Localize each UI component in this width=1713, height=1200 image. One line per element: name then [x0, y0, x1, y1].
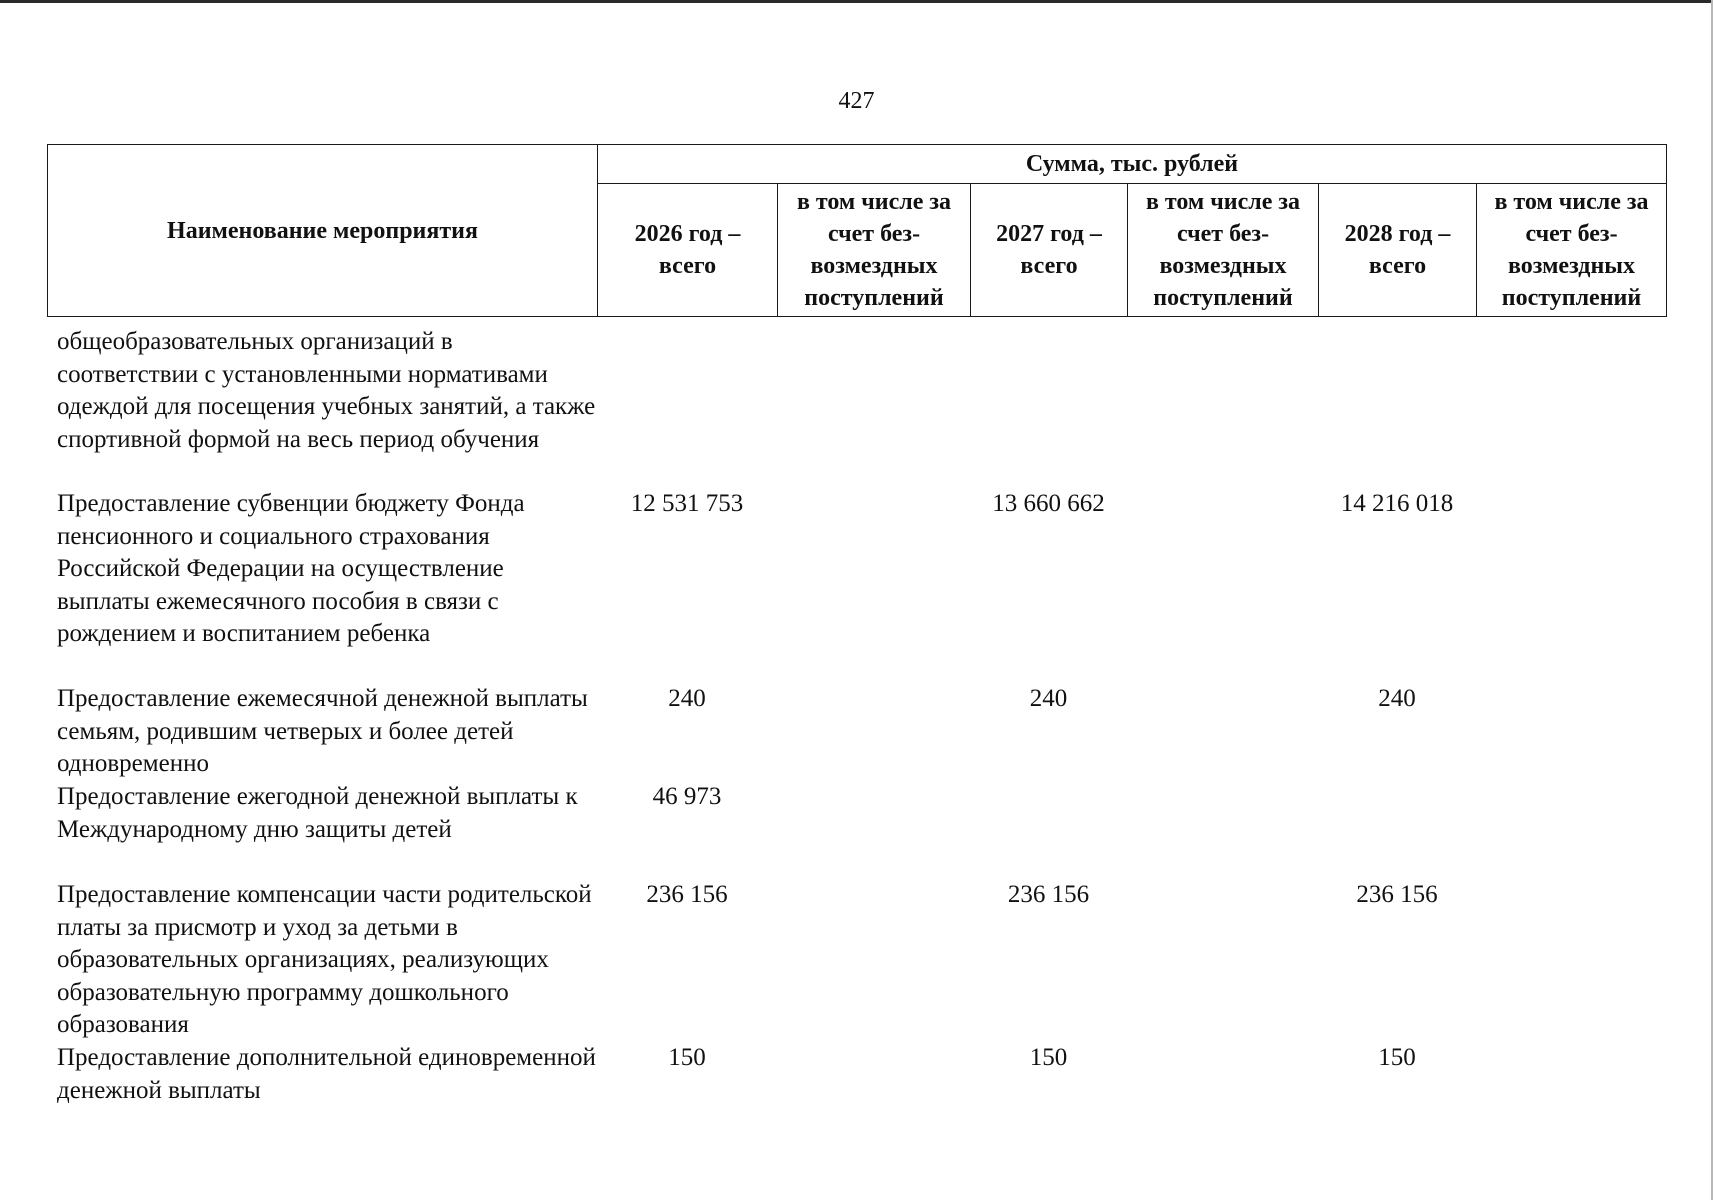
row-name: Предоставление компенсации части родительской платы за присмотр и уход за детьми в образовательных организациях, реализующих образовательную программу дошкольного образования: [57, 881, 592, 1038]
header-2026-total: 2026 год – всего: [598, 184, 778, 317]
table-body: [47, 326, 1666, 1108]
cell-2028-total: [1318, 781, 1476, 879]
cell-2027-free: [1127, 781, 1318, 879]
header-sum-group: Сумма, тыс. рублей: [598, 145, 1667, 184]
table-row: [47, 683, 1666, 781]
cell-2026-total: 236 156: [646, 881, 728, 908]
cell-2027-total: 13 660 662: [992, 490, 1105, 517]
cell-2028-free: [1476, 781, 1666, 879]
table-row: [47, 781, 1666, 879]
header-2027-total: 2027 год – всего: [971, 184, 1128, 317]
cell-2026-total: 150: [668, 1044, 706, 1071]
cell-2027-free: [1127, 488, 1318, 683]
cell-2028-total: 150: [1378, 1044, 1416, 1071]
header-2028-free: в том числе за счет без-возмездных поступлений: [1477, 184, 1667, 317]
cell-2026-free: [777, 326, 970, 488]
cell-2027-free: [1127, 326, 1318, 488]
table-row: [47, 1042, 1666, 1108]
cell-2027-free: [1127, 683, 1318, 781]
cell-2028-total: 14 216 018: [1340, 490, 1454, 517]
row-name: Предоставление ежегодной денежной выплаты к Международному дню защиты детей: [57, 783, 578, 843]
cell-2026-total: 46 973: [652, 783, 722, 810]
cell-2028-free: [1476, 326, 1666, 488]
cell-2026-total: 12 531 753: [630, 490, 744, 517]
cell-2026-free: [777, 488, 970, 683]
header-2027-free: в том числе за счет без-возмездных поступлений: [1128, 184, 1319, 317]
cell-2028-total: 240: [1378, 685, 1416, 712]
table-row: [47, 879, 1666, 1042]
header-2026-free: в том числе за счет без-возмездных поступлений: [778, 184, 971, 317]
row-name: Предоставление ежемесячной денежной выплаты семьям, родившим четверых и более детей одновременно: [57, 685, 588, 777]
cell-2027-free: [1127, 1042, 1318, 1108]
page-number: 427: [838, 88, 875, 114]
scan-edge-top: [0, 0, 1713, 3]
cell-2027-free: [1127, 879, 1318, 1042]
cell-2028-total: [1318, 326, 1476, 488]
cell-2028-free: [1476, 1042, 1666, 1108]
row-name: общеобразовательных организаций в соответствии с установленными нормативами одеждой для посещения учебных занятий, а также спортивной формой на весь период обучения: [57, 328, 596, 453]
table-row: [47, 326, 1666, 488]
cell-2028-free: [1476, 488, 1666, 683]
cell-2028-free: [1476, 683, 1666, 781]
table-header: [47, 144, 1667, 317]
cell-2026-total: 240: [668, 685, 706, 712]
cell-2026-free: [777, 781, 970, 879]
cell-2028-total: 236 156: [1356, 881, 1438, 908]
cell-2027-total: 240: [1029, 685, 1068, 712]
cell-2026-free: [777, 1042, 970, 1108]
cell-2028-free: [1476, 879, 1666, 1042]
row-name: Предоставление дополнительной единовременной денежной выплаты: [57, 1044, 596, 1104]
cell-2026-free: [777, 683, 970, 781]
cell-2027-total: [970, 781, 1127, 879]
cell-2027-total: [970, 326, 1127, 488]
cell-2027-total: 236 156: [1007, 881, 1090, 908]
table-row: [47, 488, 1666, 683]
cell-2027-total: 150: [1029, 1044, 1068, 1071]
header-2028-total: 2028 год – всего: [1319, 184, 1477, 317]
cell-2026-total: [597, 326, 777, 488]
row-name: Предоставление субвенции бюджету Фонда пенсионного и социального страхования Российской Федерации на осуществление выплаты ежемесячного пособия в связи с рождением и воспитанием ребенка: [57, 490, 525, 647]
cell-2026-free: [777, 879, 970, 1042]
header-name-column: Наименование мероприятия: [48, 145, 598, 317]
